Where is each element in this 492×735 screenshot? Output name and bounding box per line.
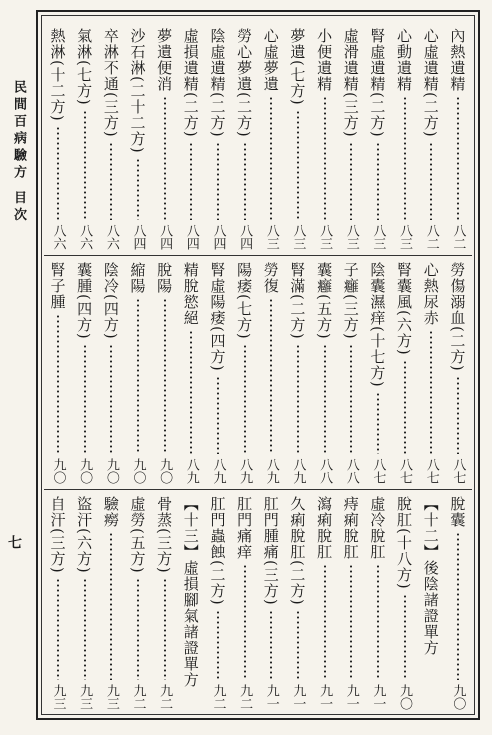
toc-entry-page: 九三 [77, 684, 93, 710]
dot-leader [404, 594, 406, 680]
toc-entry [288, 28, 308, 250]
toc-entry-title: 心熱尿赤 [421, 262, 440, 326]
toc-entry [48, 262, 68, 484]
toc-entry [75, 496, 95, 710]
band-divider [44, 255, 472, 256]
toc-entry-page: 九〇 [103, 458, 119, 484]
toc-entry-page: 九一 [370, 684, 386, 710]
dot-leader [350, 564, 352, 680]
contents-band-1 [48, 28, 468, 250]
toc-entry-page: 九二 [130, 684, 146, 710]
toc-entry-page: 九〇 [397, 684, 413, 710]
toc-entry-title: 子癰(三方) [341, 262, 360, 340]
toc-entry-page: 八六 [103, 224, 119, 250]
dot-leader [57, 578, 59, 680]
dot-leader [137, 158, 139, 220]
toc-entry-title: 囊癰(五方) [315, 262, 334, 340]
dot-leader [350, 142, 352, 220]
contents-band-3 [48, 496, 468, 710]
toc-entry [368, 262, 388, 484]
toc-entry-title: 驗癆 [101, 496, 120, 528]
dot-leader [377, 564, 379, 680]
dot-leader [110, 532, 112, 680]
toc-entry-page: 八二 [450, 224, 466, 250]
toc-entry-title: 陽痿(七方) [235, 262, 254, 340]
dot-leader [377, 142, 379, 220]
toc-entry-title: 夢遺便消 [155, 28, 174, 92]
dot-leader [457, 376, 459, 454]
toc-entry [448, 28, 468, 250]
toc-entry-page: 九三 [103, 684, 119, 710]
dot-leader [84, 578, 86, 680]
dot-leader [297, 610, 299, 680]
page-number: 七 [6, 535, 22, 549]
toc-entry [315, 262, 335, 484]
dot-leader [84, 344, 86, 454]
dot-leader [244, 564, 246, 680]
dot-leader [110, 344, 112, 454]
toc-entry [235, 496, 255, 710]
dot-leader [324, 96, 326, 220]
toc-entry [341, 496, 361, 710]
toc-entry [341, 262, 361, 484]
toc-entry-page: 八九 [290, 458, 306, 484]
dot-leader [137, 298, 139, 454]
toc-entry [101, 262, 121, 484]
toc-entry-page: 九二 [157, 684, 173, 710]
toc-entry-title: 久痢脫肛(二方) [288, 496, 307, 606]
section-heading-title: 【十三】虛損腳氣諸證單方 [181, 496, 200, 688]
toc-entry-page: 八九 [210, 458, 226, 484]
toc-entry-page: 九〇 [77, 458, 93, 484]
toc-entry [421, 28, 441, 250]
toc-entry [395, 262, 415, 484]
toc-entry-page: 八七 [423, 458, 439, 484]
toc-entry-title: 腎虛陽痿(四方) [208, 262, 227, 372]
toc-entry-page: 八七 [397, 458, 413, 484]
toc-entry-title: 小便遺精 [315, 28, 334, 92]
toc-entry [128, 496, 148, 710]
toc-entry [235, 28, 255, 250]
toc-entry-page: 八四 [183, 224, 199, 250]
toc-entry-title: 陰冷(四方) [101, 262, 120, 340]
toc-entry-page: 九〇 [157, 458, 173, 484]
dot-leader [164, 298, 166, 454]
section-heading-title: 【十二】後陰諸證單方 [421, 496, 440, 656]
dot-leader [404, 96, 406, 220]
dot-leader [110, 142, 112, 220]
toc-entry [128, 28, 148, 250]
dot-leader [137, 578, 139, 680]
toc-entry-page: 九一 [317, 684, 333, 710]
dot-leader [350, 344, 352, 454]
toc-entry [75, 28, 95, 250]
toc-entry-title: 精脫慾絕 [181, 262, 200, 326]
toc-entry [155, 28, 175, 250]
toc-entry-page: 八七 [450, 458, 466, 484]
band-divider [44, 489, 472, 490]
toc-entry-page: 八三 [370, 224, 386, 250]
dot-leader [57, 126, 59, 220]
dot-leader [164, 96, 166, 220]
dot-leader [297, 110, 299, 220]
toc-entry-page: 八四 [237, 224, 253, 250]
toc-entry [261, 496, 281, 710]
toc-entry [48, 496, 68, 710]
contents-band-2 [48, 262, 468, 484]
dot-leader [430, 330, 432, 454]
toc-entry [288, 262, 308, 484]
dot-leader [217, 610, 219, 680]
toc-entry-title: 虛勞(五方) [128, 496, 147, 574]
contents-frame [36, 10, 480, 720]
toc-entry [395, 496, 415, 710]
toc-entry-page: 九〇 [50, 458, 66, 484]
toc-entry [448, 496, 468, 710]
toc-entry-page: 九一 [290, 684, 306, 710]
dot-leader [190, 142, 192, 220]
toc-entry-page: 八九 [263, 458, 279, 484]
dot-leader [217, 142, 219, 220]
toc-entry [395, 28, 415, 250]
toc-entry-page: 八三 [290, 224, 306, 250]
toc-entry-title: 夢遺(七方) [288, 28, 307, 106]
toc-entry-page: 八九 [237, 458, 253, 484]
toc-entry [155, 262, 175, 484]
toc-entry-title: 氣淋(七方) [75, 28, 94, 106]
toc-entry-title: 腎子腫 [48, 262, 67, 310]
toc-entry [288, 496, 308, 710]
toc-entry-title: 心虛遺精(二方) [421, 28, 440, 138]
toc-entry-page: 九〇 [450, 684, 466, 710]
toc-entry [368, 496, 388, 710]
toc-entry-title: 肛門痛痒 [235, 496, 254, 560]
toc-entry [181, 262, 201, 484]
toc-entry-page: 八七 [370, 458, 386, 484]
toc-entry-title: 虛損遺精(二方) [181, 28, 200, 138]
dot-leader [270, 298, 272, 454]
toc-entry-page: 八三 [397, 224, 413, 250]
toc-entry [208, 262, 228, 484]
toc-entry-page: 九二 [210, 684, 226, 710]
toc-entry-page: 八八 [343, 458, 359, 484]
toc-entry-title: 腎囊風(六方) [395, 262, 414, 356]
dot-leader [324, 344, 326, 454]
dot-leader [457, 532, 459, 680]
toc-entry [208, 496, 228, 710]
toc-entry-title: 心虛夢遺 [261, 28, 280, 92]
toc-entry [235, 262, 255, 484]
toc-entry-title: 脫囊 [448, 496, 467, 528]
toc-entry-title: 內熱遺精 [448, 28, 467, 92]
dot-leader [297, 344, 299, 454]
toc-entry [341, 28, 361, 250]
toc-entry-page: 八三 [263, 224, 279, 250]
toc-entry [261, 28, 281, 250]
toc-entry-title: 盜汗(六方) [75, 496, 94, 574]
toc-entry-page: 八六 [50, 224, 66, 250]
toc-entry-page: 九〇 [130, 458, 146, 484]
toc-entry-page: 九一 [263, 684, 279, 710]
toc-entry [208, 28, 228, 250]
toc-entry-title: 勞傷溺血(二方) [448, 262, 467, 372]
toc-entry-title: 骨蒸(三方) [155, 496, 174, 574]
toc-entry-page: 八四 [157, 224, 173, 250]
toc-entry-page: 八九 [183, 458, 199, 484]
toc-entry [181, 28, 201, 250]
toc-entry-page: 八六 [77, 224, 93, 250]
section-heading [181, 496, 201, 710]
toc-entry [48, 28, 68, 250]
toc-entry-page: 八三 [317, 224, 333, 250]
dot-leader [84, 110, 86, 220]
toc-entry-page: 八二 [423, 224, 439, 250]
toc-entry-title: 沙石淋(二十二方) [128, 28, 147, 154]
toc-entry-title: 勞心夢遺(二方) [235, 28, 254, 138]
toc-entry-title: 腎虛遺精(二方) [368, 28, 387, 138]
toc-entry-title: 自汗(三方) [48, 496, 67, 574]
toc-entry-page: 九一 [343, 684, 359, 710]
toc-entry-title: 熱淋(十二方) [48, 28, 67, 122]
toc-entry [101, 28, 121, 250]
toc-entry [128, 262, 148, 484]
toc-entry-title: 肛門腫痛(三方) [261, 496, 280, 606]
dot-leader [244, 142, 246, 220]
toc-entry-title: 腎滿(二方) [288, 262, 307, 340]
toc-entry-title: 勞復 [261, 262, 280, 294]
dot-leader [190, 330, 192, 454]
dot-leader [404, 360, 406, 454]
toc-entry-title: 瀉痢脫肛 [315, 496, 334, 560]
toc-entry-page: 八四 [130, 224, 146, 250]
toc-entry-page: 八四 [210, 224, 226, 250]
dot-leader [164, 578, 166, 680]
toc-entry-page: 九二 [237, 684, 253, 710]
toc-entry-page: 八八 [317, 458, 333, 484]
toc-entry-title: 縮陽 [128, 262, 147, 294]
book-title-margin: 民間百病驗方 目次 [11, 80, 26, 225]
toc-entry-title: 肛門蟲蝕(二方) [208, 496, 227, 606]
section-heading [421, 496, 441, 710]
toc-entry-title: 虛冷脫肛 [368, 496, 387, 560]
toc-entry-title: 脫肛(十八方) [395, 496, 414, 590]
toc-entry-title: 脫陽 [155, 262, 174, 294]
toc-entry-page: 八三 [343, 224, 359, 250]
dot-leader [244, 344, 246, 454]
toc-entry [261, 262, 281, 484]
toc-entry [421, 262, 441, 484]
dot-leader [377, 392, 379, 454]
dot-leader [324, 564, 326, 680]
toc-entry [101, 496, 121, 710]
toc-entry-title: 陰虛遺精(二方) [208, 28, 227, 138]
toc-entry-title: 痔痢脫肛 [341, 496, 360, 560]
toc-entry [155, 496, 175, 710]
toc-entry-title: 虛滑遺精(三方) [341, 28, 360, 138]
toc-entry [368, 28, 388, 250]
toc-entry-title: 囊腫(四方) [75, 262, 94, 340]
toc-entry [75, 262, 95, 484]
dot-leader [57, 314, 59, 454]
dot-leader [217, 376, 219, 454]
dot-leader [270, 610, 272, 680]
dot-leader [457, 96, 459, 220]
toc-entry-title: 心動遺精 [395, 28, 414, 92]
dot-leader [430, 142, 432, 220]
toc-entry-title: 陰囊濕痒(十七方) [368, 262, 387, 388]
dot-leader [270, 96, 272, 220]
toc-entry [315, 28, 335, 250]
toc-entry-title: 卒淋不通(三方) [101, 28, 120, 138]
toc-entry [448, 262, 468, 484]
toc-entry-page: 九三 [50, 684, 66, 710]
toc-entry [315, 496, 335, 710]
